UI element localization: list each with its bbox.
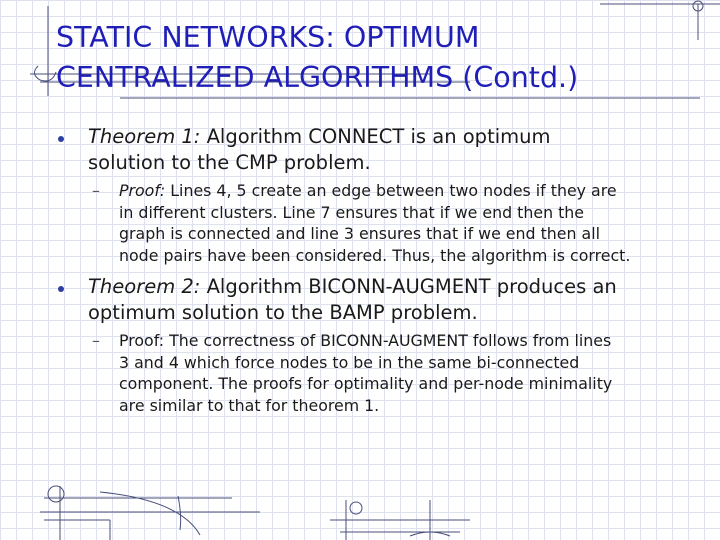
theorem-1-line-2: solution to the CMP problem.	[88, 151, 371, 174]
proof-1-text	[119, 180, 692, 266]
theorem-2-text	[88, 274, 696, 326]
proof-1-label: Proof:	[119, 181, 166, 200]
proof-2-line-3: component. The proofs for optimality and per-node minimality	[119, 374, 613, 393]
proof-1-line-2: in different clusters. Line 7 ensures that if we end then the	[119, 202, 585, 222]
proof-1-bullet	[92, 180, 692, 266]
theorem-1-text	[88, 124, 696, 176]
theorem-1-label: Theorem 1:	[88, 125, 201, 148]
proof-2-line-1: Proof: The correctness of BICONN-AUGMENT follows from lines	[119, 331, 612, 350]
bullet-dot-icon	[58, 136, 64, 142]
theorem-2-label: Theorem 2:	[88, 275, 201, 298]
slide-title	[56, 18, 676, 98]
bullet-dot-icon	[58, 286, 64, 292]
proof-2-line-2: 3 and 4 which force nodes to be in the same bi-connected	[119, 352, 580, 372]
dash-bullet-icon: –	[92, 181, 100, 200]
slide-title-line-1: STATIC NETWORKS: OPTIMUM	[56, 21, 480, 54]
proof-1-line-3: graph is connected and line 3 ensures that if we end then all	[119, 224, 601, 243]
proof-2-text	[119, 330, 692, 416]
theorem-1-bullet	[56, 124, 696, 176]
slide-title-line-2: CENTRALIZED ALGORITHMS (Contd.)	[56, 61, 579, 94]
proof-2-line-4: are similar to that for theorem 1.	[119, 395, 380, 415]
dash-bullet-icon: –	[92, 331, 100, 350]
proof-1-line-1: Lines 4, 5 create an edge between two nodes if they are	[165, 181, 617, 200]
theorem-2-bullet	[56, 274, 696, 326]
theorem-2-line-1: Algorithm BICONN-AUGMENT produces an	[200, 275, 617, 298]
proof-2-bullet	[92, 330, 692, 416]
theorem-2-line-2: optimum solution to the BAMP problem.	[88, 301, 478, 324]
theorem-1-line-1: Algorithm CONNECT is an optimum	[200, 125, 551, 148]
proof-1-line-4: node pairs have been considered. Thus, the algorithm is correct.	[119, 245, 631, 265]
